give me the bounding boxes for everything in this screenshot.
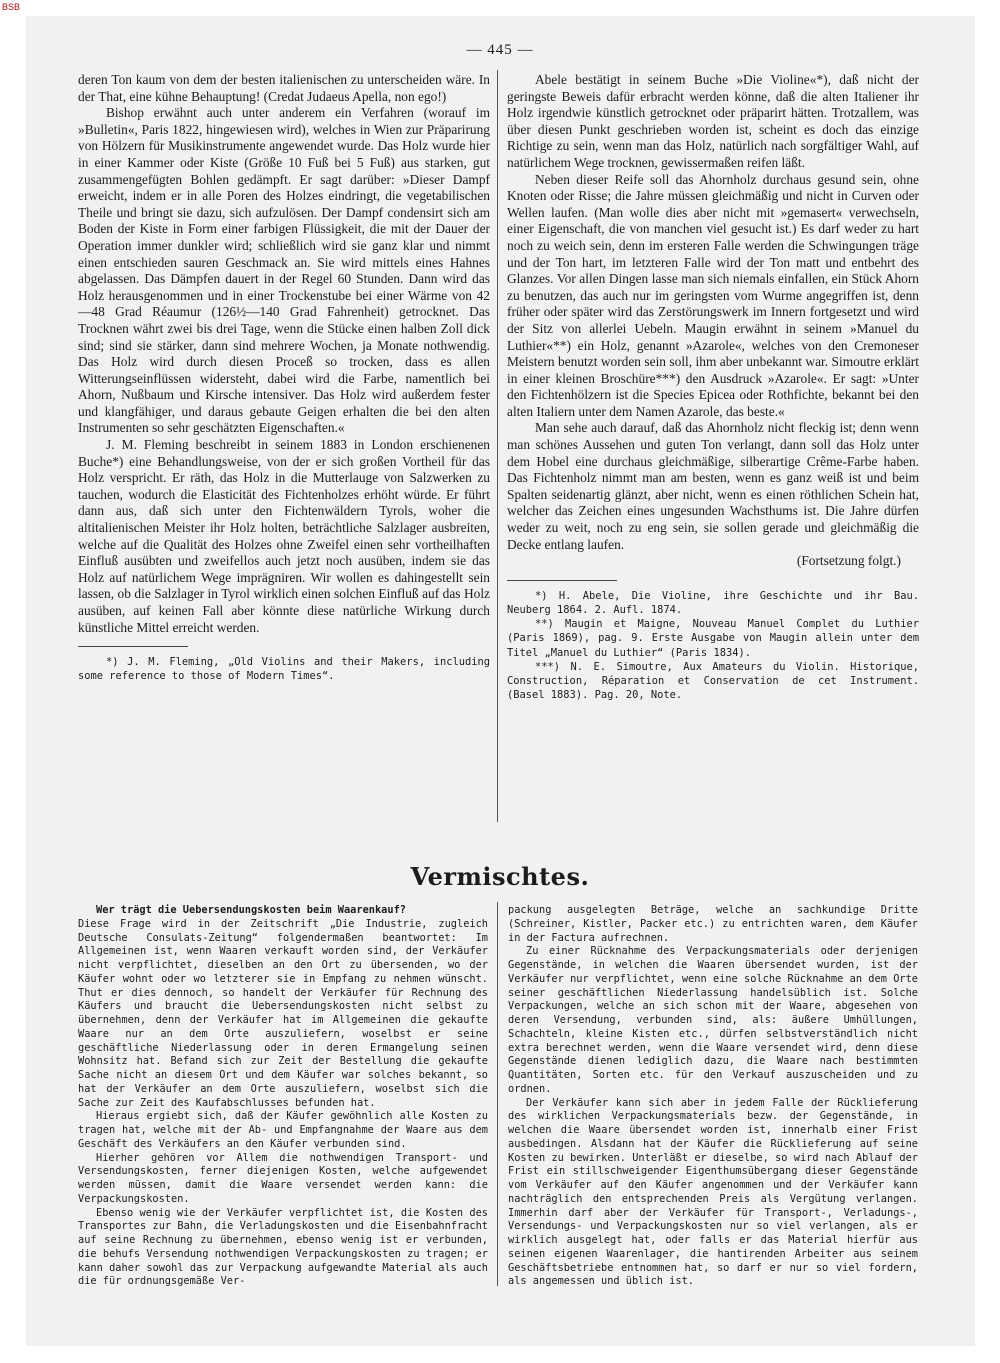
paragraph: packung ausgelegten Beträge, welche an sachkundige Dritte (Schreiner, Kistler, Packer etc.) zu entrichten waren, dem Käufer in der Factura aufrechnen. — [508, 904, 918, 944]
page-number: — 445 — — [466, 42, 534, 58]
column-divider — [497, 902, 498, 1286]
right-column — [507, 72, 919, 702]
paragraph: J. M. Fleming beschreibt in seinem 1883 in London erschienenen Buche*) eine Behandlungsweise, von der er sich großen Vortheil für das Holz verspricht. Er räth, das Holz in die Mutterlauge von Salzwerken zu tauchen, wodurch die Elasticität des Fichtenholzes erhöht würde. Er führt dann aus, daß sich unter den Fichtenwäldern Tyrols, woher die altitalienischen Meister ihr Holz holten, beträchtliche Salzlager ausbreiten, welche auf die Qualität des Holzes ohne Zweifel einen sehr vortheilhaften Einfluß ausübten und zweifellos auch jetzt noch ausüben, indem sie das Holz auf natürlichem Wege imprägniren. Wir wollen es dahingestellt sein lassen, ob die Salzlager in Tyrol wirklich einen solchen Einfluß auf das Holz ausüben, auf keinen Fall aber könnte diese natürliche Wirkung durch künstliche Mittel erreicht werden. — [78, 437, 490, 635]
continuation-note: (Fortsetzung folgt.) — [796, 553, 901, 569]
footnote: *) J. M. Fleming, „Old Violins and their Makers, including some reference to those of Modern Times“. — [78, 656, 490, 683]
paragraph: Der Verkäufer kann sich aber in jedem Falle der Rücklieferung des wirklichen Verpackungsmaterials bezw. der Gegenstände, in welchen die Waare übersendet worden ist, innerhalb einer Frist ausbedingen. Alsdann hat der Käufer die Rücklieferung auf seine Kosten zu bewirken. Unterläßt er dieselbe, so wird nach Ablauf der Frist ein stillschweigender Eigenthumsübergang dieser Gegenstände vom Verkäufer auf den Käufer angenommen und der Verkäufer kann nachträglich den entsprechenden Preis als Vergütung verlangen. Immerhin darf aber der Verkäufer für Transport-, Verladungs-, Versendungs- und Verpackungskosten nur so viel verlangen, als er wirklich ausgelegt hat, oder falls er das Material hierfür aus seinen eigenen Waarenlager, die hantirenden Arbeiter aus seinem Geschäftsbetriebe entnommen hat, so darf er nur so viel fordern, als angemessen und üblich ist. — [508, 1096, 918, 1288]
article-heading: Wer trägt die Uebersendungskosten beim Waarenkauf? — [96, 904, 406, 916]
paragraph: Hieraus ergiebt sich, daß der Käufer gewöhnlich alle Kosten zu tragen hat, welche mit der Ab- und Empfangnahme der Waare aus dem Geschäft des Verkäufers an den Käufer verbunden sind. — [78, 1110, 488, 1150]
section-title: Vermischtes. — [410, 862, 590, 891]
footnote-divider — [78, 646, 188, 647]
paragraph: Neben dieser Reife soll das Ahornholz durchaus gesund sein, ohne Knoten oder Risse; die Jahre müssen gleichmäßig und nicht in Curven oder Wellen laufen. (Man wolle dies aber nicht mit »gemasert« verwechseln, einer Eigenschaft, die von manchen viel gesucht ist.) Es darf weder zu hart noch zu weich sein, denn im ersteren Falle werden die Schwingungen träge und der Ton hart, im letzteren Falle wird der Ton matt und entbehrt des Glanzes. Vor allen Dingen lasse man sich niemals einfallen, ein Stück Ahorn zu benutzen, das auch nur im geringsten vom Wurme angegriffen ist, denn früher oder später wird das Zerstörungswerk im Innern fortgesetzt und wird der Sitz von allerlei Uebeln. Maugin erwähnt in seinem »Manuel du Luthier«**) ein Holz, genannt »Azarole«, welches von den Cremoneser Meistern benutzt worden sein soll, ihm aber unbekannt war. Simoutre erklärt in einer kleinen Broschüre***) den Ausdruck »Azarole«. Er sagt: »Unter den Fichtenhölzern ist die Species Epicea oder Rothfichte, bekannt bei den alten Italiern unter dem Namen Azarole, das beste.« — [507, 171, 919, 419]
paragraph: Hierher gehören vor Allem die nothwendigen Transport- und Versendungskosten, ferner diejenigen Kosten, welche aufgewendet werden müssen, damit die Waare versendet werden kann: die Verpackungskosten. — [78, 1151, 488, 1205]
paragraph: Ebenso wenig wie der Verkäufer verpflichtet ist, die Kosten des Transportes zur Bahn, die Verladungskosten und die Eisenbahnfracht auf seine Rechnung zu übernehmen, ebenso wenig ist er verbunden, die behufs Versendung nothwendigen Verpackungskosten zu tragen; er kann daher sowohl das zur Verpackung aufgewandte Material als auch die für ordnungsgemäße Ver- — [78, 1206, 488, 1288]
column-divider — [497, 70, 498, 822]
footnote: *) H. Abele, Die Violine, ihre Geschichte und ihr Bau. Neuberg 1864. 2. Aufl. 1874. — [507, 589, 919, 617]
miscellany-left-column — [78, 904, 488, 1289]
paragraph: Diese Frage wird in der Zeitschrift „Die Industrie, zugleich Deutsche Consulats-Zeitung“ folgendermaßen beantwortet: Im Allgemeinen ist, wenn Waaren verkauft worden sind, der Verkäufer nicht verpflichtet, dieselben an den Ort zu übersenden, wo der Käufer wohnt oder wo letzterer sie in Empfang zu nehmen wünscht. Thut er dies dennoch, so handelt der Verkäufer für Rechnung des Käufers und braucht die Uebersendungskosten nicht selbst zu übernehmen, denn der Verkäufer hat im Allgemeinen die gekaufte Waare nur an dem Orte auszuliefern, woselbst er seine geschäftliche Niederlassung oder in deren Ermangelung seinen Wohnsitz hat. Befand sich zur Zeit der Bestellung die gekaufte Sache nicht an diesem Ort und dem Käufer war solches bekannt, so hat der Verkäufer an dem Orte auszuliefern, woselbst sich die Sache zur Zeit des Kaufabschlusses befunden hat. — [78, 917, 488, 1109]
paragraph: Man sehe auch darauf, daß das Ahornholz nicht fleckig ist; denn wenn man schönes Aussehen und guten Ton verlangt, dann soll das Holz unter dem Hobel eine durchaus gleichmäßige, silberartige Crême-Farbe haben. Das Fichtenholz nimmt man am besten, wenn es ganz weiß ist und beim Spalten seidenartig glänzt, aber nicht, wenn es einen röthlichen Schein hat, welcher das Zeichen eines ungesunden Wachsthums ist. Die Jahre dürfen weder zu weit, noch zu eng sein, sie sollen gerade und gleichmäßig die Decke entlang laufen. — [507, 420, 919, 552]
paragraph: Zu einer Rücknahme des Verpackungsmaterials oder derjenigen Gegenstände, in welchen die Waaren übersendet wurden, ist der Verkäufer nur verpflichtet, wenn eine solche Rücknahme an dem Orte seiner geschäftlichen Niederlassung handelsüblich ist. Solche Verpackungen, welche an sich schon mit der Waare, abgesehen von deren Versendung, verbunden sind, als: äußere Umhüllungen, Schachteln, kleine Kisten etc., dürfen selbstverständlich nicht extra berechnet werden, wenn die Waare versendet wird, denn diese Gegenstände dienen lediglich dazu, die Waare nach bestimmten Quantitäten, Sorten etc. für den Verkauf auszuscheiden und zu ordnen. — [508, 945, 918, 1095]
footnote: **) Maugin et Maigne, Nouveau Manuel Complet du Luthier (Paris 1869), pag. 9. Erste Ausgabe von Maugin allein unter dem Titel „Manuel du Luthier“ (Paris 1834). — [507, 618, 919, 659]
footnote-divider — [507, 580, 617, 581]
library-mark: BSB — [2, 2, 21, 12]
left-column — [78, 72, 490, 684]
closing-row — [507, 553, 919, 570]
paragraph: Abele bestätigt in seinem Buche »Die Violine«*), daß nicht der geringste Beweis dafür erbracht werden könne, daß die alten Italiener ihr Holz irgendwie künstlich getrocknet oder präparirt hätten. Trotzallem, was über diesen Punkt geschrieben worden ist, scheint es doch das einzige Richtige zu sein, wenn man das Holz, natürlich nach sorgfältiger Wahl, auf natürlichem Wege trocknen, gewissermaßen reifen läßt. — [507, 72, 919, 170]
footnote: ***) N. E. Simoutre, Aux Amateurs du Violin. Historique, Construction, Réparation et Conservation de cet Instrument. (Basel 1883). Pag. 20, Note. — [507, 660, 919, 702]
miscellany-right-column — [508, 904, 918, 1289]
paragraph: deren Ton kaum von dem der besten italienischen zu unterscheiden wäre. In der That, eine kühne Behauptung! (Credat Judaeus Apella, non ego!) — [78, 72, 490, 104]
paragraph: Bishop erwähnt auch unter anderem ein Verfahren (worauf im »Bulletin«, Paris 1822, hingewiesen wird), welches in Wien zur Präparirung von Hölzern für Musikinstrumente angewendet wurde. Das Holz wurde hier in einer Kammer oder Kiste (Größe 10 Fuß bei 5 Fuß) aus starken, gut zusammengefügten Bohlen gedämpft. Er sagt darüber: »Dieser Dampf erweicht, indem er in alle Poren des Holzes eindringt, die vegetabilischen Theile und bringt sie dazu, sich aufzulösen. Der Dampf condensirt sich am Boden der Kiste in Form einer farbigen Flüssigkeit, die mit der Dauer der Operation immer dunkler wird; schließlich wird sie ganz klar und nimmt einen entschieden sauren Geschmack an. Sie wird mittels eines Hahnes abgelassen. Das Dämpfen dauert in der Regel 60 Stunden. Dann wird das Holz herausgenommen und in einer Trockenstube bei einer Wärme von 42—48 Grad Réaumur (126½—140 Grad Fahrenheit) getrocknet. Das Trocknen währt zwei bis drei Tage, wenn die Stücke einen halben Zoll dick sind; sind sie stärker, dann sind mehrere Wochen, ja Monate nothwendig. Das Holz wird durch diesen Proceß so trocken, dass es allen Witterungseinflüssen widersteht, dabei wird die Farbe, namentlich bei Ahorn, Nußbaum und Kirsche intensiver. Das Holz wird außerdem fester und klangfähiger, und daraus gebaute Geigen erhalten die bei den alten Instrumenten so sehr geschätzten Eigenschaften.« — [78, 105, 490, 436]
